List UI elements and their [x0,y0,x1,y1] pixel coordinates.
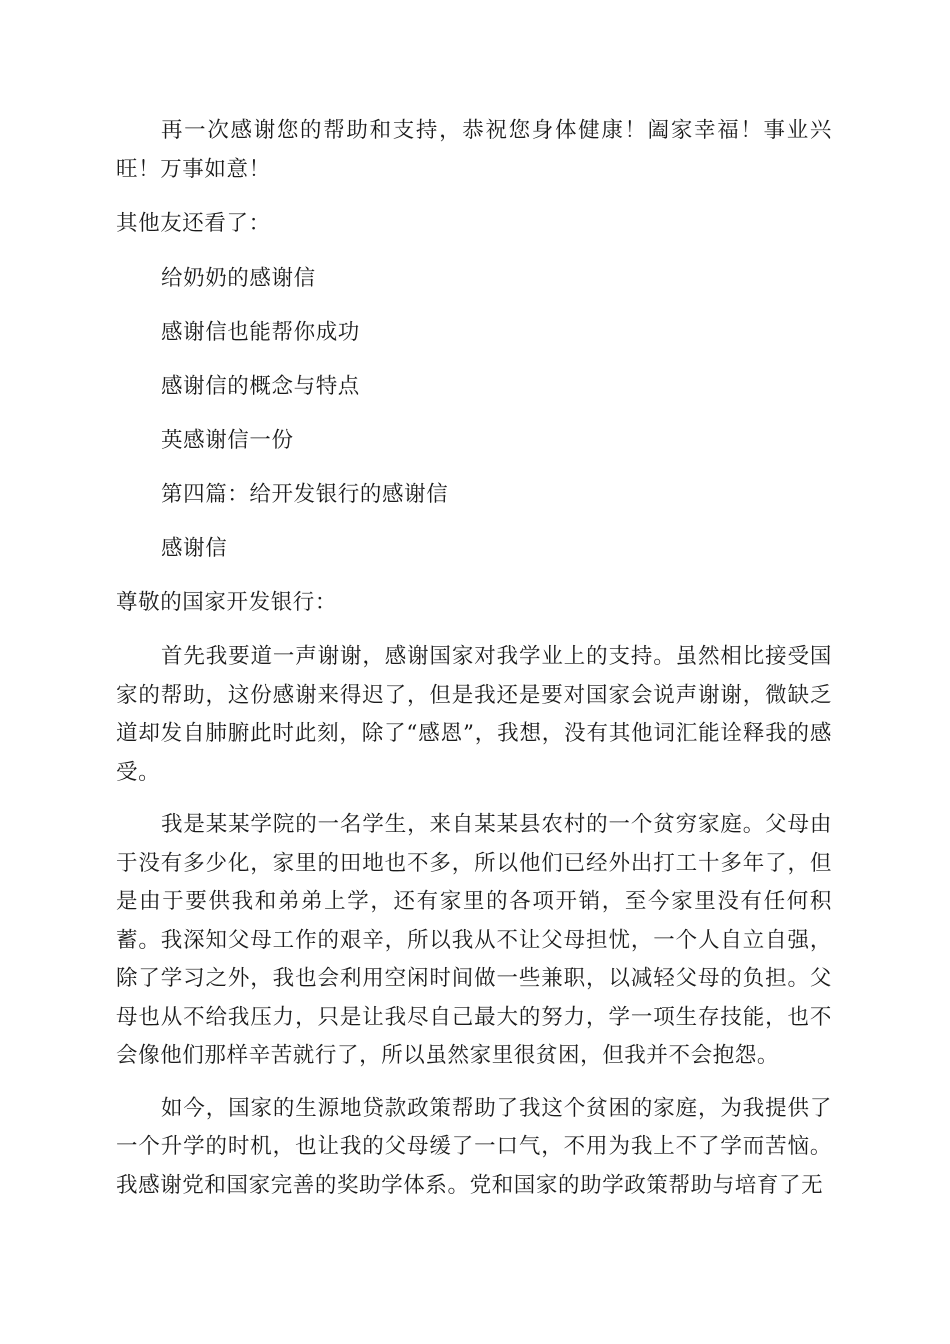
document-page [116,112,832,1205]
closing-paragraph: 再一次感谢您的帮助和支持，恭祝您身体健康！阖家幸福！事业兴旺！万事如意！ [116,118,832,182]
letter-title: 感谢信 [161,535,228,561]
related-item: 感谢信的概念与特点 [161,373,360,399]
related-item: 给奶奶的感谢信 [161,265,316,291]
related-heading: 其他友还看了： [116,211,271,236]
body-paragraph: 如今，国家的生源地贷款政策帮助了我这个贫困的家庭，为我提供了一个升学的时机，也让我的父母缓了一口气，不用为我上不了学而苦恼。我感谢党和国家完善的奖助学体系。党和国家的助学政策帮助与培育了无 [116,1095,832,1198]
body-paragraph: 首先我要道一声谢谢，感谢国家对我学业上的支持。虽然相比接受国家的帮助，这份感谢来得迟了，但是我还是要对国家会说声谢谢，微缺乏道却发自肺腑此时此刻，除了“感恩”，我想，没有其他词汇能诠释我的感受。 [116,644,832,785]
related-item: 第四篇：给开发银行的感谢信 [161,481,449,507]
body-paragraph: 我是某某学院的一名学生，来自某某县农村的一个贫穷家庭。父母由于没有多少化，家里的田地也不多，所以他们已经外出打工十多年了，但是由于要供我和弟弟上学，还有家里的各项开销，至今家里没有任何积蓄。我深知父母工作的艰辛，所以我从不让父母担忧，一个人自立自强，除了学习之外，我也会利用空闲时间做一些兼职，以减轻父母的负担。父母也从不给我压力，只是让我尽自己最大的努力，学一项生存技能，也不会像他们那样辛苦就行了，所以虽然家里很贫困，但我并不会抱怨。 [116,812,832,1068]
related-item: 英感谢信一份 [161,427,294,453]
related-item: 感谢信也能帮你成功 [161,319,360,345]
salutation: 尊敬的国家开发银行： [116,589,338,615]
